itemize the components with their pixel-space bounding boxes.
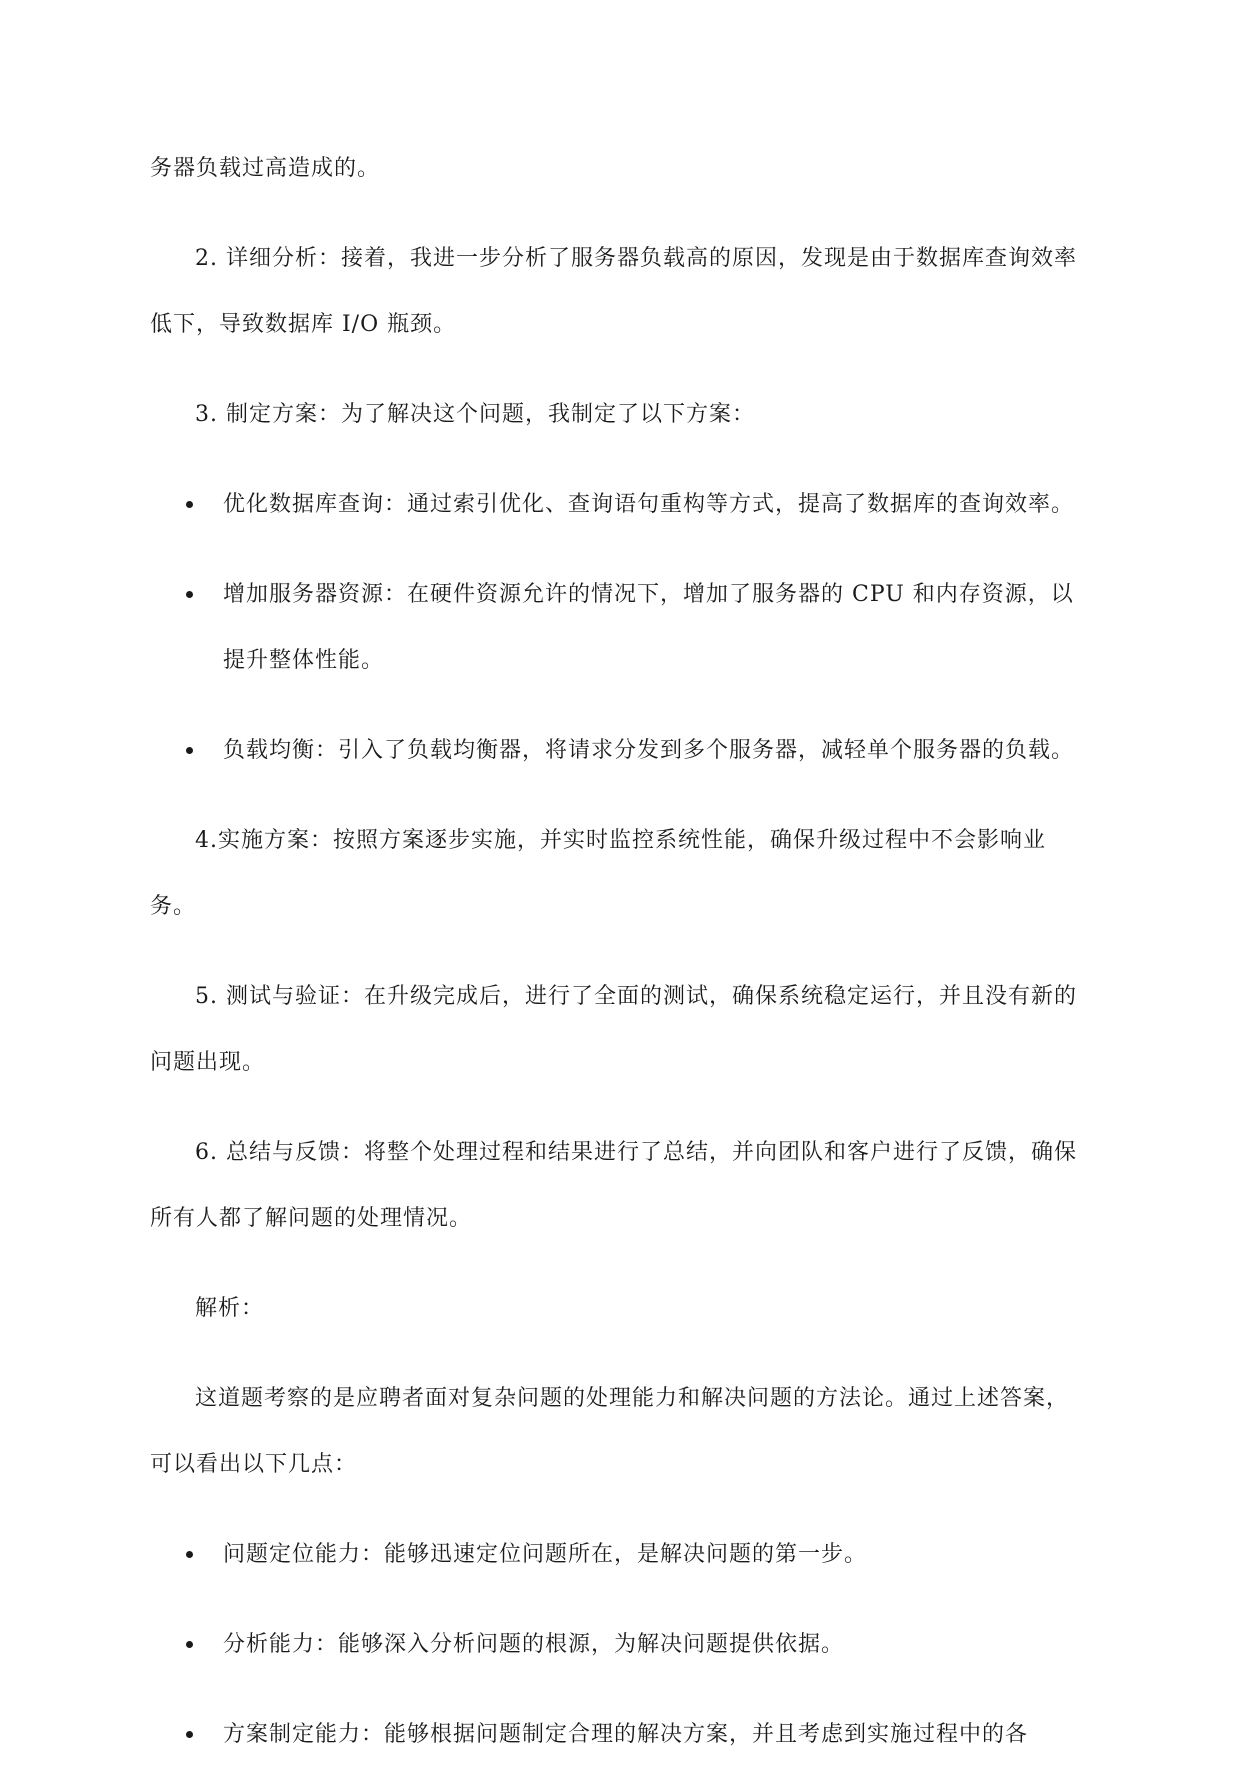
plan-bullet-item: [150, 718, 1090, 784]
analysis-bullet-item: [150, 1522, 1090, 1588]
plan-bullet-item: [150, 472, 1090, 538]
bullet-dot-icon: [186, 501, 193, 508]
analysis-heading: 解析：: [195, 1296, 265, 1321]
plan-bullet-item: [150, 562, 1090, 694]
analysis-bullet-item: [150, 1612, 1090, 1678]
analysis-bullet-text: 分析能力：能够深入分析问题的根源，为解决问题提供依据。: [223, 1632, 845, 1657]
plan-bullet-text: 优化数据库查询：通过索引优化、查询语句重构等方式，提高了数据库的查询效率。: [223, 492, 1075, 517]
analysis-bullet-text: 方案制定能力：能够根据问题制定合理的解决方案，并且考虑到实施过程中的各: [223, 1722, 1029, 1747]
paragraph-step-6: 6. 总结与反馈：将整个处理过程和结果进行了总结，并向团队和客户进行了反馈，确保所有人都了解问题的处理情况。: [150, 1140, 1077, 1231]
paragraph-step-5: 5. 测试与验证：在升级完成后，进行了全面的测试，确保系统稳定运行，并且没有新的问题出现。: [150, 984, 1077, 1075]
plan-bullet-list: [150, 472, 1090, 784]
analysis-bullet-item: [150, 1702, 1090, 1768]
paragraph-continuation: 务器负载过高造成的。: [150, 156, 381, 181]
paragraph-step-2: 2. 详细分析：接着，我进一步分析了服务器负载高的原因，发现是由于数据库查询效率低下，导致数据库 I/O 瓶颈。: [150, 246, 1077, 337]
paragraph-step-4: 4.实施方案：按照方案逐步实施，并实时监控系统性能，确保升级过程中不会影响业务。: [150, 828, 1046, 919]
bullet-dot-icon: [186, 1641, 193, 1648]
document-body: [150, 136, 1090, 1792]
plan-bullet-text: 增加服务器资源：在硬件资源允许的情况下，增加了服务器的 CPU 和内存资源，以提升整体性能。: [223, 582, 1074, 673]
paragraph-step-3: 3. 制定方案：为了解决这个问题，我制定了以下方案：: [195, 402, 755, 427]
analysis-bullet-list: [150, 1522, 1090, 1768]
analysis-bullet-text: 问题定位能力：能够迅速定位问题所在，是解决问题的第一步。: [223, 1542, 868, 1567]
bullet-dot-icon: [186, 747, 193, 754]
bullet-dot-icon: [186, 1731, 193, 1738]
plan-bullet-text: 负载均衡：引入了负载均衡器，将请求分发到多个服务器，减轻单个服务器的负载。: [223, 738, 1075, 763]
bullet-dot-icon: [186, 1551, 193, 1558]
bullet-dot-icon: [186, 591, 193, 598]
analysis-intro: 这道题考察的是应聘者面对复杂问题的处理能力和解决问题的方法论。通过上述答案，可以看出以下几点：: [150, 1386, 1070, 1477]
